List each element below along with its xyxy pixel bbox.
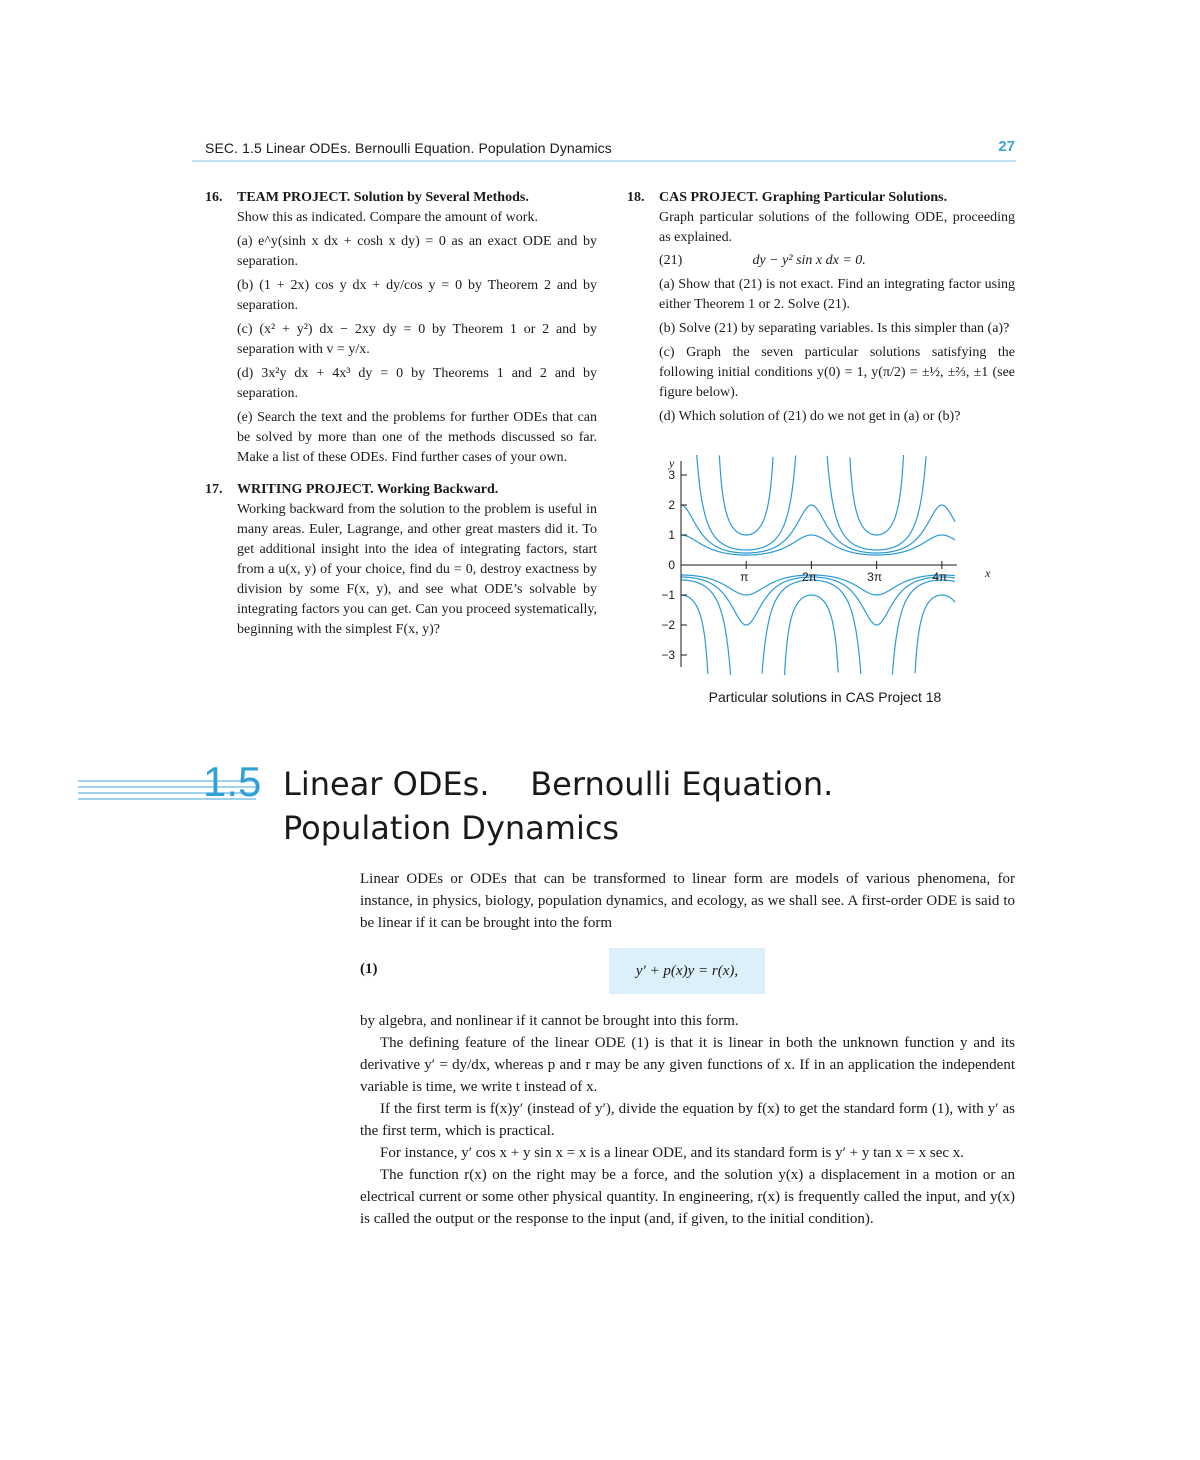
problems-left-column — [205, 188, 597, 648]
paragraph: Linear ODEs or ODEs that can be transformed to linear form are models of various phenomena, for instance, in physics, biology, population dynamics, and ecology, as we shall see. A first-order ODE is said to be linear if it can be brought into the form — [360, 871, 1015, 931]
problem-18 — [627, 188, 1015, 427]
problem-number: 16. — [205, 190, 223, 205]
page-number: 27 — [998, 138, 1015, 155]
y-tick-label: −1 — [661, 588, 675, 602]
problem-part-c: (c) (x² + y²) dx − 2xy dy = 0 by Theorem 1 or 2 and by separation with v = y/x. — [237, 322, 597, 357]
solution-curves-chart — [655, 455, 995, 675]
problem-number: 17. — [205, 482, 223, 497]
problem-title: CAS PROJECT. Graphing Particular Solutions. — [659, 190, 948, 205]
paragraph: For instance, y′ cos x + y sin x = x is a linear ODE, and its standard form is y′ + y tan x = x sec x. — [380, 1145, 965, 1161]
y-tick-label: 1 — [668, 528, 675, 542]
problem-intro: Show this as indicated. Compare the amount of work. — [237, 210, 538, 225]
axes-group — [661, 456, 991, 667]
equation-1 — [360, 948, 1015, 996]
problem-text: Working backward from the solution to the problem is useful in many areas. Euler, Lagrange, and other great masters did it. To get additional insight into the idea of integrating factors, start from a u(x, y) of your choice, find du = 0, destroy exactness by division by some F(x, y), and see what ODE’s solvable by integrating factors you can get. Can you proceed systematically, beginning with the simplest F(x, y)? — [237, 502, 597, 637]
section-title-line-2: Population Dynamics — [283, 809, 620, 847]
header-rule — [192, 160, 1016, 162]
problem-part-a: (a) Show that (21) is not exact. Find an integrating factor using either Theorem 1 or 2. Solve (21). — [659, 277, 1015, 312]
problem-part-b: (b) Solve (21) by separating variables. Is this simpler than (a)? — [659, 321, 1010, 336]
problem-17 — [205, 480, 597, 640]
figure-caption: Particular solutions in CAS Project 18 — [708, 689, 942, 705]
problem-part-d: (d) 3x²y dx + 4x³ dy = 0 by Theorems 1 and 2 and by separation. — [237, 366, 597, 401]
equation-21 — [659, 251, 1015, 271]
equation-box: y′ + p(x)y = r(x), — [609, 948, 765, 994]
section-number: 1.5 — [203, 758, 262, 805]
equation-label: (1) — [360, 961, 378, 977]
running-head-text: SEC. 1.5 Linear ODEs. Bernoulli Equation. Population Dynamics — [205, 140, 612, 156]
solution-curve-3 — [697, 455, 926, 550]
y-tick-label: 2 — [668, 498, 675, 512]
problems-right-column — [627, 188, 1015, 435]
paragraph: If the first term is f(x)y′ (instead of y′), divide the equation by f(x) to get the standard form (1), with y′ as the first term, which is practical. — [360, 1101, 1015, 1139]
problem-part-e: (e) Search the text and the problems for further ODEs that can be solved by more than one of the methods discussed so far. Make a list of these ODEs. Find further cases of your own. — [237, 410, 597, 465]
section-title — [283, 762, 1003, 850]
y-tick-label: 0 — [668, 558, 675, 572]
x-axis-label: x — [985, 566, 991, 580]
body-text — [360, 868, 1015, 1230]
problem-title: TEAM PROJECT. Solution by Several Methods. — [237, 190, 529, 205]
solution-curve-1 — [681, 535, 955, 555]
problem-part-a: (a) e^y(sinh x dx + cosh x dy) = 0 as an exact ODE and by separation. — [237, 234, 597, 269]
problem-part-c: (c) Graph the seven particular solutions satisfying the following initial conditions y(0) = 1, y(π/2) = ±½, ±⅔, ±1 (see figure below). — [659, 345, 1015, 400]
problem-part-d: (d) Which solution of (21) do we not get in (a) or (b)? — [659, 409, 961, 424]
equation-text: dy − y² sin x dx = 0. — [752, 253, 866, 268]
paragraph: The function r(x) on the right may be a force, and the solution y(x) a displacement in a motion or an electrical current or some other physical quantity. In engineering, r(x) is frequently called the input, and y(x) is called the output or the response to the input (and, if given, to the initial condition). — [360, 1167, 1015, 1227]
problem-part-b: (b) (1 + 2x) cos y dx + dy/cos y = 0 by Theorem 2 and by separation. — [237, 278, 597, 313]
running-head — [205, 138, 1015, 162]
y-axis-label: y — [669, 456, 675, 470]
x-tick-label: 4π — [932, 570, 948, 584]
solution-curve-2 — [681, 505, 955, 553]
problem-intro: Graph particular solutions of the following ODE, proceeding as explained. — [659, 210, 1015, 245]
problem-title: WRITING PROJECT. Working Backward. — [237, 482, 499, 497]
x-tick-label: 3π — [867, 570, 883, 584]
x-tick-label: π — [740, 570, 749, 584]
paragraph: The defining feature of the linear ODE (1) is that it is linear in both the unknown function y and its derivative y′ = dy/dx, whereas p and r may be any given functions of x. If in an application the independent variable is time, we write t instead of x. — [360, 1035, 1015, 1095]
x-tick-label: 2π — [801, 570, 817, 584]
problem-16 — [205, 188, 597, 468]
y-tick-label: −2 — [661, 618, 675, 632]
section-title-line-1: Linear ODEs. Bernoulli Equation. — [283, 765, 834, 803]
y-tick-label: −3 — [661, 648, 675, 662]
paragraph: by algebra, and nonlinear if it cannot be brought into this form. — [360, 1013, 739, 1029]
equation-tag: (21) — [659, 253, 683, 268]
solution-curve-6 — [681, 580, 955, 675]
problem-number: 18. — [627, 190, 645, 205]
y-tick-label: 3 — [668, 468, 675, 482]
